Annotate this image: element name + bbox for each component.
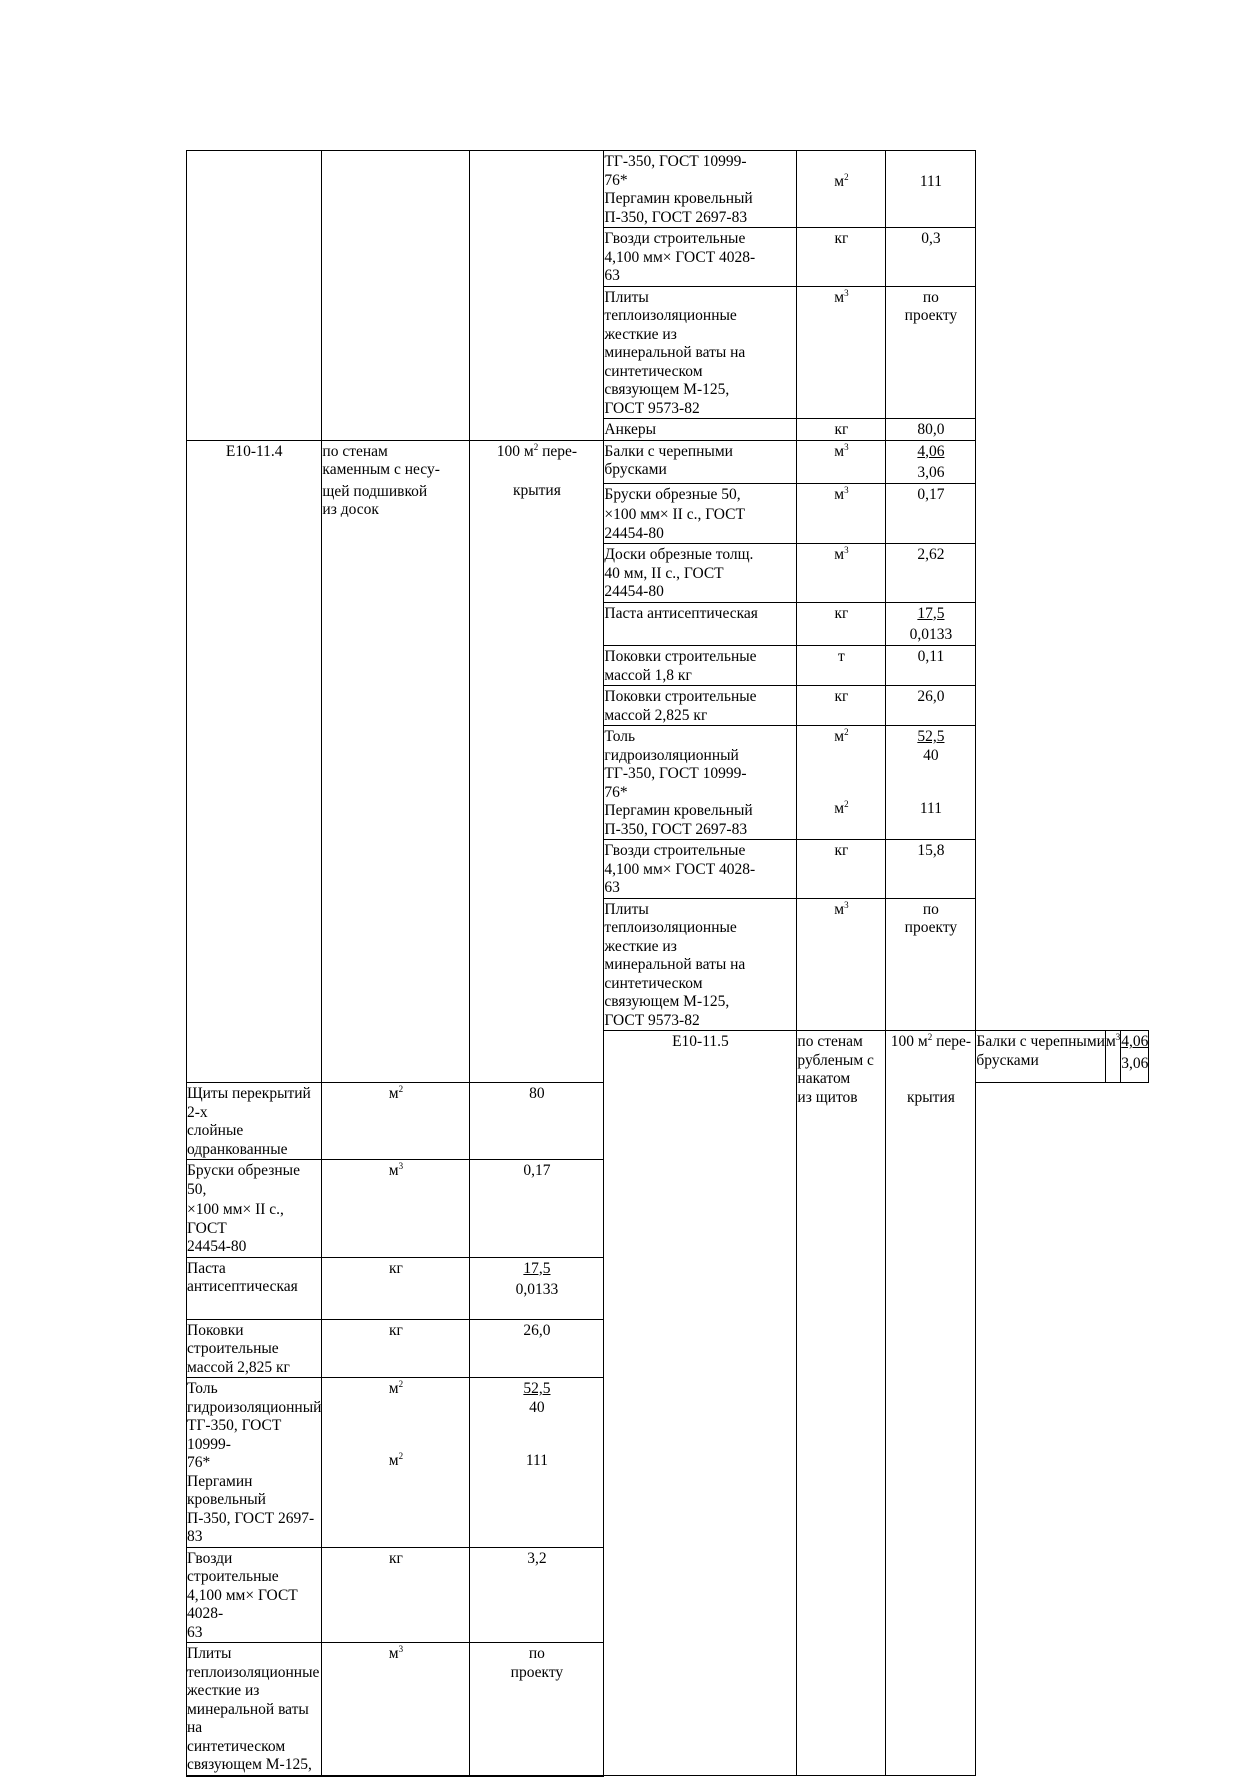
measure-unit: $м^3$ [1105, 1031, 1120, 1083]
resource-name: Балки с черепными брусками [604, 440, 797, 483]
measure-unit: $м^2$ $м^2$ [797, 726, 886, 840]
quantity: 52,5 40 111 [886, 726, 976, 840]
quantity: 0,17 [470, 1160, 604, 1258]
measure-unit: $м^2$ [797, 151, 886, 228]
quantity: 80 [470, 1083, 604, 1160]
quantity: 111 [886, 151, 976, 228]
resource-name: Щиты перекрытий 2-х слойные одранкованные [187, 1083, 322, 1160]
quantity: по проекту [886, 898, 976, 1031]
quantity: 0,11 [886, 646, 976, 686]
resource-name: Бруски обрезные 50, ×100 мм× II с., ГОСТ 24454-80 [187, 1160, 322, 1258]
resource-name: Плиты теплоизоляционные жесткие из минеральной ваты на синтетическом связующем М-125, ГОСТ 9573-82 [604, 286, 797, 419]
quantity: 2,62 [886, 544, 976, 603]
code-cell-continued [187, 151, 322, 441]
quantity: 0,3 [886, 228, 976, 287]
measure-unit: кг [797, 686, 886, 726]
measure-unit: $м^3$ [797, 898, 886, 1031]
table-row [187, 440, 1149, 483]
quantity: 3,2 [470, 1547, 604, 1643]
quantity: 52,5 40 111 [470, 1378, 604, 1548]
measure-unit: кг [797, 840, 886, 899]
resource-name: Балки с черепными брусками [976, 1031, 1106, 1083]
resource-name: Плиты теплоизоляционные жесткие из минеральной ваты на синтетическом связующем М-125, ГОСТ 9573-82 [604, 898, 797, 1031]
measure-unit: $м^3$ [797, 440, 886, 483]
quantity: 0,17 [886, 483, 976, 544]
resource-name: Гвозди строительные 4,100 мм× ГОСТ 4028- 63 [604, 228, 797, 287]
measure-unit: кг [322, 1257, 470, 1319]
table-row [187, 151, 1149, 228]
norm-code: Е10-11.4 [187, 440, 322, 1083]
measure-unit: $м^3$ [797, 483, 886, 544]
work-description: по стенам каменным с несу- щей подшивкой из досок [322, 440, 470, 1083]
measure-unit: $м^3$ [322, 1160, 470, 1258]
measure-base: 100 $м^2$ пере- крытия [886, 1031, 976, 1776]
resource-name: Поковки строительные массой 1,8 кг [604, 646, 797, 686]
resource-name: Толь гидроизоляционный ТГ-350, ГОСТ 10999- 76* Пергамин кровельный П-350, ГОСТ 2697-83 [604, 726, 797, 840]
resource-name: Поковки строительные массой 2,825 кг [187, 1319, 322, 1378]
resource-name: Паста антисептическая [187, 1257, 322, 1319]
desc-cell-continued [322, 151, 470, 441]
measure-unit: кг [797, 228, 886, 287]
norms-table [186, 150, 1149, 1777]
measure-unit: кг [322, 1547, 470, 1643]
measure-unit: кг [797, 602, 886, 646]
quantity: 26,0 [886, 686, 976, 726]
unit-cell-continued [470, 151, 604, 441]
resource-name: Бруски обрезные 50, ×100 мм× II с., ГОСТ 24454-80 [604, 483, 797, 544]
quantity: 4,06 3,06 [886, 440, 976, 483]
resource-name: Гвозди строительные 4,100 мм× ГОСТ 4028- 63 [604, 840, 797, 899]
measure-base: 100 $м^2$ пере- крытия [470, 440, 604, 1083]
measure-unit: кг [322, 1319, 470, 1378]
measure-unit: $м^3$ [797, 286, 886, 419]
resource-name: ТГ-350, ГОСТ 10999- 76* Пергамин кровельный П-350, ГОСТ 2697-83 [604, 151, 797, 228]
quantity: 17,5 0,0133 [470, 1257, 604, 1319]
resource-name: Гвозди строительные 4,100 мм× ГОСТ 4028- 63 [187, 1547, 322, 1643]
measure-unit: $м^3$ [797, 544, 886, 603]
quantity: 15,8 [886, 840, 976, 899]
quantity: 17,5 0,0133 [886, 602, 976, 646]
quantity: 80,0 [886, 419, 976, 441]
measure-unit: т [797, 646, 886, 686]
measure-unit: $м^2$ $м^2$ [322, 1378, 470, 1548]
quantity: 4,06 3,06 [1121, 1031, 1149, 1083]
resource-name: Паста антисептическая [604, 602, 797, 646]
resource-name: Анкеры [604, 419, 797, 441]
measure-unit: $м^3$ [322, 1643, 470, 1776]
resource-name: Доски обрезные толщ. 40 мм, II с., ГОСТ 24454-80 [604, 544, 797, 603]
norm-code: Е10-11.5 [604, 1031, 797, 1776]
measure-unit: $м^2$ [322, 1083, 470, 1160]
work-description: по стенам рубленым с накатом из щитов [797, 1031, 886, 1776]
resource-name: Толь гидроизоляционный ТГ-350, ГОСТ 10999- 76* Пергамин кровельный П-350, ГОСТ 2697-83 [187, 1378, 322, 1548]
measure-unit: кг [797, 419, 886, 441]
resource-name: Поковки строительные массой 2,825 кг [604, 686, 797, 726]
quantity: по проекту [886, 286, 976, 419]
resource-name: Плиты теплоизоляционные жесткие из минеральной ваты на синтетическом связующем М-125, [187, 1643, 322, 1776]
quantity: по проекту [470, 1643, 604, 1776]
quantity: 26,0 [470, 1319, 604, 1378]
